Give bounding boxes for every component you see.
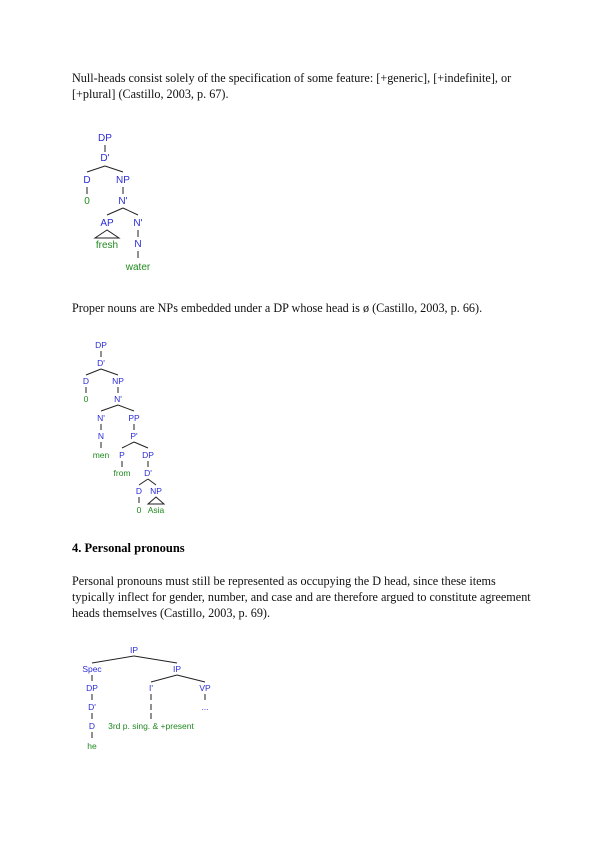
tree3-dbar: D' [88,702,96,712]
tree2-from: from [113,468,131,478]
tree2-nbar2: N' [97,413,105,423]
tree2-dbar2: D' [144,468,152,478]
tree2-p: P [119,450,125,460]
tree2-dbar: D' [97,358,105,368]
tree1-d: D [83,175,91,186]
tree3-he: he [87,741,97,751]
tree1-nbar: N' [118,196,128,207]
tree3-ip: IP [129,645,139,655]
tree3-ibar: I' [149,683,153,693]
tree3-ip2: IP [172,664,182,674]
tree1-np: NP [116,175,130,186]
tree3-dp: DP [86,683,98,693]
tree2-zero: 0 [83,394,89,404]
tree1-fresh: fresh [95,240,119,251]
tree2-nbar: N' [114,394,122,404]
personal-pronouns-paragraph: Personal pronouns must still be represented as occupying the D head, since these items typically inflect for gender, number, and case and are therefore argued to constitute agreement heads themselves (Castillo, 2003, p. 69). [72,574,531,620]
tree3-spec: Spec [82,664,102,674]
tree3-d: D [88,721,96,731]
tree1-ap: AP [100,218,114,229]
tree1-water: water [125,262,151,273]
tree2-n: N [97,431,105,441]
tree2-pp: PP [128,413,140,423]
tree1-dbar: D' [100,153,110,164]
null-heads-paragraph: Null-heads consist solely of the specification of some feature: [+generic], [+indefinite], or [+plural] (Castillo, 2003, p. 67). [72,71,512,101]
tree2-np: NP [112,376,124,386]
tree3-feature: 3rd p. sing. & +present [108,721,194,731]
tree2-dp: DP [95,340,107,350]
tree3-dots: ... [201,702,209,712]
tree1-n: N [134,239,142,250]
tree2-asia: Asia [147,505,165,515]
tree3-vp: VP [199,683,211,693]
section-heading: 4. Personal pronouns [72,541,185,555]
tree2-men: men [92,450,110,460]
tree2-zero2: 0 [136,505,142,515]
tree1-dp: DP [98,133,112,144]
tree2-np2: NP [150,486,162,496]
tree2-d2: D [135,486,143,496]
tree1-nbar2: N' [133,218,143,229]
tree2-d: D [82,376,90,386]
tree1-zero: 0 [84,196,90,207]
proper-nouns-paragraph: Proper nouns are NPs embedded under a DP whose head is ø (Castillo, 2003, p. 66). [72,301,483,315]
tree2-pbar: P' [130,431,138,441]
tree2-dp2: DP [142,450,154,460]
